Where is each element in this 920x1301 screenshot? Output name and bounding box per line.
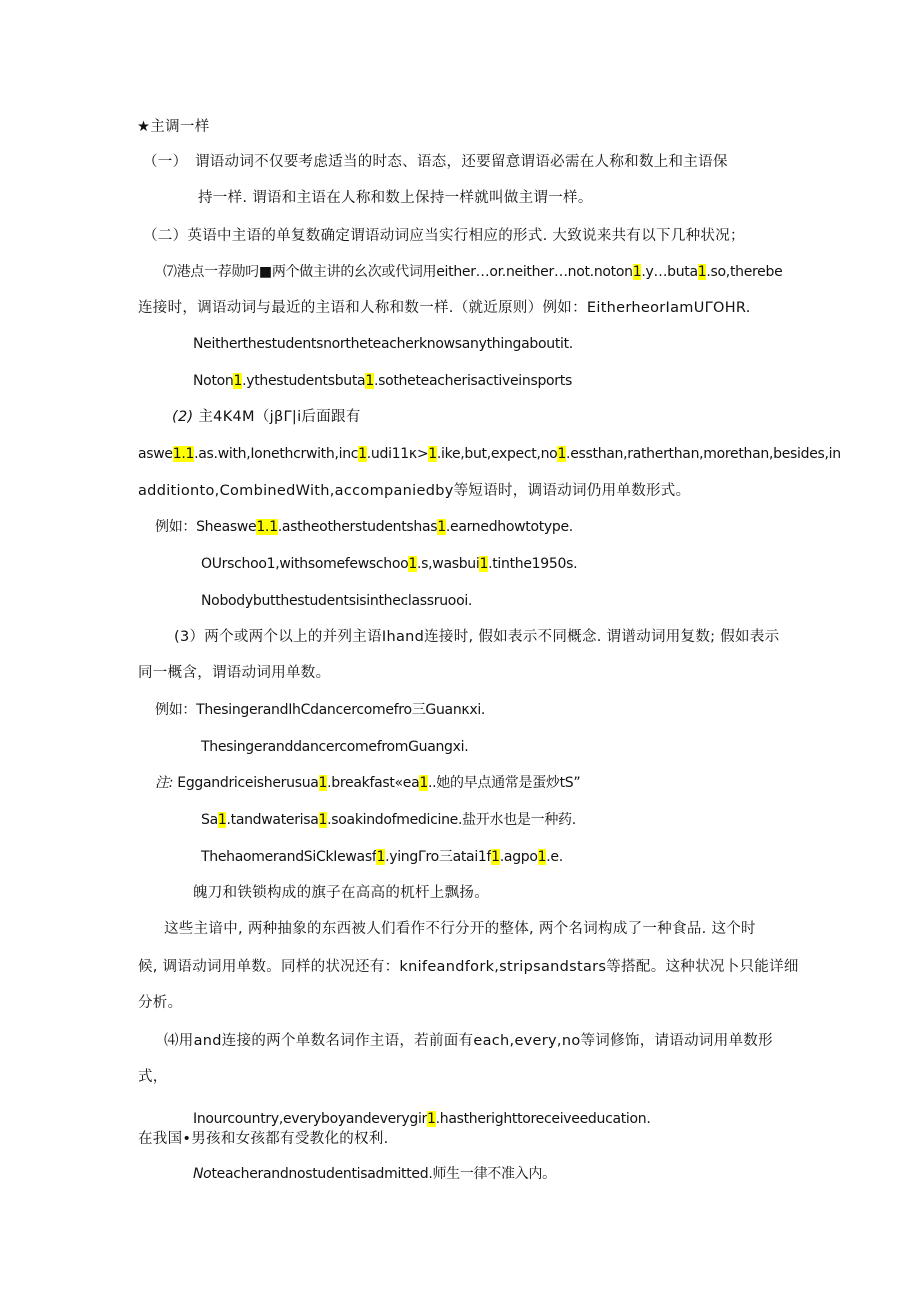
highlight-mark: 1 [697,264,707,280]
example-line: 例如：ThesingerandIhCdancercomefro三Guanκxi. [155,702,486,718]
rule-2-line-1 [138,443,841,465]
text-run: .earnedhowtotype. [445,519,573,535]
text-run: .essthan,ratherthan,morethan,besides,in [566,446,841,462]
paragraph-1-line-2: 持一样. 谓语和主语在人称和数上保持一样就叫做主谓一样。 [198,190,593,206]
paragraph-1-line-1: （一） 谓语动词不仅要考虑适当的时态、语态，还要留意谓语必需在人称和数上和主语保 [143,154,728,170]
rule-3-line-1: (3）两个或两个以上的并列主语Ihand连接时, 假如表示不同概念. 谓谱动词用复数; 假如表示 [174,629,780,645]
rule-1-line-2: 连接时，调语动词与最近的主语和人称和数一样.（就近原则）例如：EitherheorIamUΓOHR. [138,300,751,316]
text-run: .as.with,Ionethcrwith,inc [194,446,359,462]
text-run: ⑺港点一荐勋叼■两个做主讲的幺次或代词用either…or.neither…not.noton [163,264,633,280]
paragraph-2-line-1: （二）英语中主语的单复数确定谓语动词应当实行相应的形式. 大致说来共有以下几种状况； [143,228,745,244]
highlight-mark: 1 [437,519,446,535]
text-run: .hastherighttoreceiveeducation. [435,1111,651,1127]
example-line: ThesingeranddancercomefromGuangxi. [201,739,469,755]
text-run: .breakfast«ea [327,775,420,791]
example-line [201,553,577,575]
text-run: ThehaomerandSiCkIewasf [201,849,377,865]
explanation-line-1: 这些主谙中, 两种抽象的东西被人们看作不行分开的整体, 两个名词构成了一种食品. 这个时 [164,921,756,937]
highlight-mark: 1 [491,849,500,865]
rule-1-line-1 [163,261,782,283]
rule-2-line-2: additionto,CombinedWith,accompaniedby等短语时，调语动词仍用单数形式。 [138,483,691,499]
highlight-mark: 1 [217,812,227,828]
highlight-mark: 1 [419,775,428,791]
highlight-mark: 1 [537,849,547,865]
text-run: .ythestudentsbuta [242,373,366,389]
explanation-line-2: 候, 调语动词用单数。同样的状况还有：knifeandfork,stripsandstars等搭配。这种状况卜只能详细 [138,959,799,975]
text-run: ..她的早点通常是蛋炒tS” [428,775,581,791]
text-run: aswe [138,446,173,462]
text-run: Noton [193,373,234,389]
note-line [155,772,580,794]
text-run: Inourcountry,everyboyandeverygir [193,1111,427,1127]
highlight-mark: 1 [557,446,567,462]
translation-line: 魄刀和铁锁构成的旗子在高高的杌杆上飘扬。 [193,885,489,901]
rule-4-line-1: ⑷用and连接的两个单数名词作主语，若前面有each,every,no等词修饰，请语动词用单数形 [164,1033,773,1049]
example-line [193,1108,651,1130]
text-run: .ike,but,expect,no [436,446,558,462]
highlight-mark: 1 [318,775,328,791]
text-run: .y…buta [641,264,698,280]
note-label: 注: [155,775,174,791]
highlight-mark: 1 [428,446,437,462]
highlight-mark: 1 [358,446,367,462]
example-line: Neitherthestudentsnortheteacherknowsanythingaboutit. [193,336,573,352]
highlight-mark: 1 [233,373,243,389]
highlight-mark: 1 [479,556,489,572]
explanation-line-3: 分析。 [138,995,183,1011]
text-run: 例如：Sheaswe [155,519,257,535]
text-run: .soakindofmedicine.盐开水也是一种药. [327,812,576,828]
text-run: .tandwaterisa [226,812,319,828]
text-run: Eggandriceisherusua [177,775,319,791]
rule-4-line-2: 式， [138,1069,168,1085]
text-run: .s,wasbui [417,556,480,572]
highlight-mark: 1.1 [172,446,195,462]
highlight-mark: 1.1 [256,519,278,535]
text-run: .tinthe1950s. [488,556,578,572]
text-run: teacherandnostudentisadmitted.师生一律不准入内。 [211,1166,556,1182]
highlight-mark: 1 [376,849,386,865]
highlight-mark: 1 [408,556,417,572]
example-line: Nobodybutthestudentsisintheclassruooi. [201,593,473,609]
text-run: .yingΓro三atai1f [385,849,492,865]
highlight-mark: 1 [365,373,374,389]
example-line [201,846,563,868]
translation-line: 在我国•男孩和女孩都有受教化的权利. [138,1131,389,1147]
rule-number: (2) [172,409,194,425]
text-run: .udi11κ> [366,446,429,462]
text-run: .so,therebe [706,264,783,280]
example-line [155,516,573,538]
example-line [201,809,576,831]
text-run: Sa [201,812,218,828]
text-run: No [193,1166,212,1182]
section-title: ★主调一样 [137,119,210,135]
rule-3-line-2: 同一概含，谓语动词用单数。 [138,665,331,681]
text-run: .sotheteacherisactiveinsports [373,373,572,389]
text-run: .agpo [499,849,538,865]
text-run: OUrschoo1,withsomefewschoo [201,556,409,572]
text-run: 主4K4M（jβΓ|i后面跟有 [198,409,361,425]
highlight-mark: 1 [632,264,642,280]
example-line [193,1163,556,1185]
text-run: .astheotherstudentshas [277,519,438,535]
text-run: .e. [546,849,563,865]
highlight-mark: 1 [427,1111,436,1127]
rule-2-heading [172,406,361,428]
highlight-mark: 1 [318,812,328,828]
example-line [193,370,572,392]
